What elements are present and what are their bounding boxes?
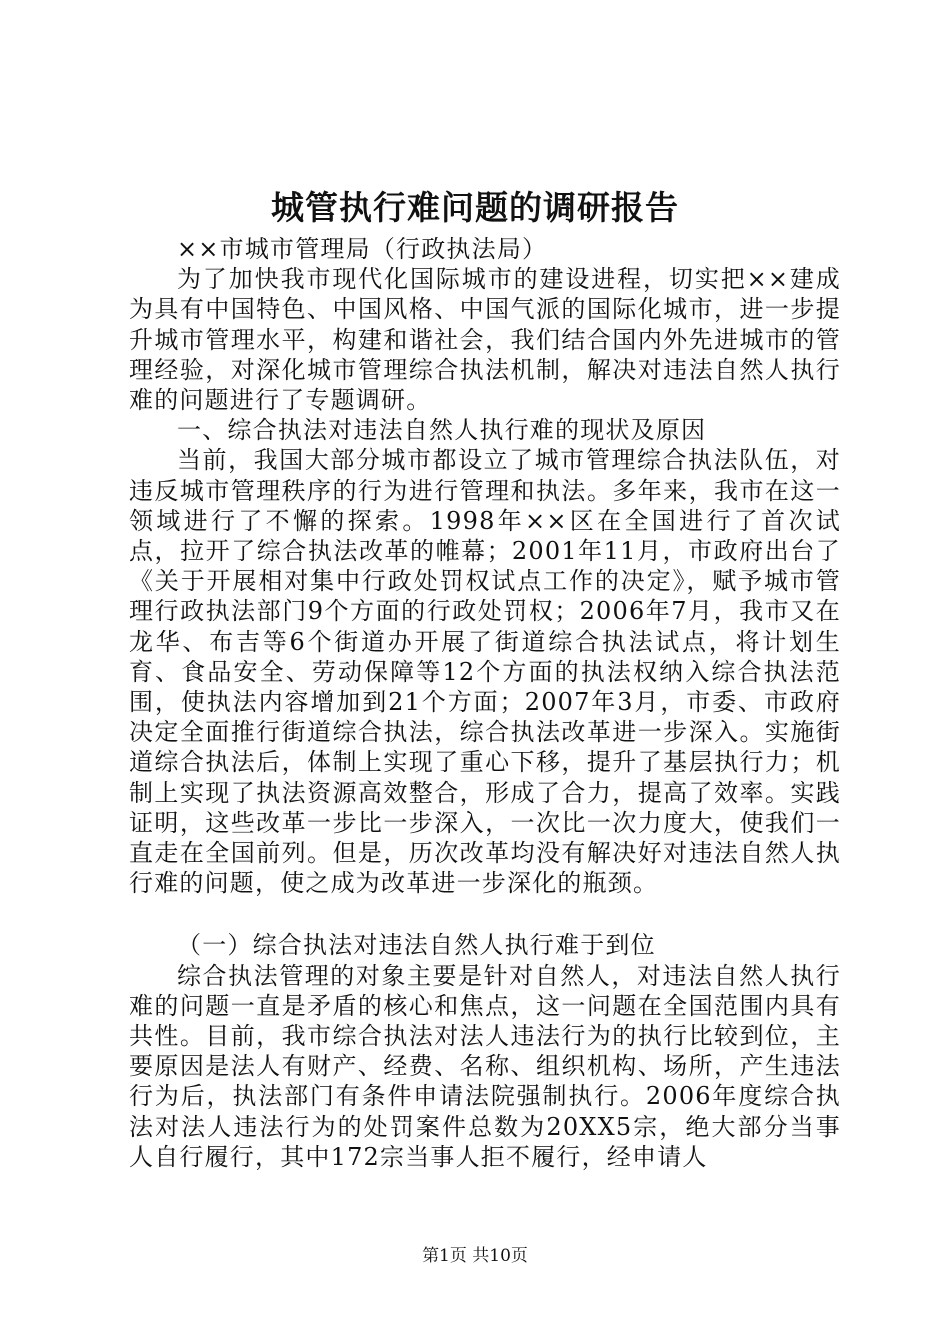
subsection-paragraph: 综合执法管理的对象主要是针对自然人，对违法自然人执行难的问题一直是矛盾的核心和焦点，这一问题在全国范围内具有共性。目前，我市综合执法对法人违法行为的执行比较到位，主要原因是法人有财产、经费、名称、组织机构、场所，产生违法行为后，执法部门有条件申请法院强制执行。2006年度综合执法对法人违法行为的处罚案件总数为20XX5宗，绝大部分当事人自行履行，其中172宗当事人拒不履行，经申请人 (129, 961, 841, 1171)
page-footer: 第1页 共10页 (422, 1246, 528, 1266)
intro-paragraph: 为了加快我市现代化国际城市的建设进程，切实把××建成为具有中国特色、中国风格、中国气派的国际化城市，进一步提升城市管理水平，构建和谐社会，我们结合国内外先进城市的管理经验，对深化城市管理综合执法机制，解决对违法自然人执行难的问题进行了专题调研。 (129, 265, 841, 415)
author-line: ××市城市管理局（行政执法局） (177, 235, 548, 263)
paragraph-gap (129, 898, 841, 930)
subsection-heading: （一）综合执法对违法自然人执行难于到位 (177, 931, 656, 960)
document-title: 城管执行难问题的调研报告 (271, 188, 679, 227)
section-paragraph: 当前，我国大部分城市都设立了城市管理综合执法队伍，对违反城市管理秩序的行为进行管理和执法。多年来，我市在这一领域进行了不懈的探索。1998年××区在全国进行了首次试点，拉开了综合执法改革的帷幕；2001年11月，市政府出台了《关于开展相对集中行政处罚权试点工作的决定》，赋予城市管理行政执法部门9个方面的行政处罚权；2006年7月，我市又在龙华、布吉等6个街道办开展了街道综合执法试点，将计划生育、食品安全、劳动保障等12个方面的执法权纳入综合执法范围，使执法内容增加到21个方面；2007年3月，市委、市政府决定全面推行街道综合执法，综合执法改革进一步深入。实施街道综合执法后，体制上实现了重心下移，提升了基层执行力；机制上实现了执法资源高效整合，形成了合力，提高了效率。实践证明，这些改革一步比一步深入，一次比一次力度大，使我们一直走在全国前列。但是，历次改革均没有解决好对违法自然人执行难的问题，使之成为改革进一步深化的瓶颈。 (129, 446, 841, 898)
section-heading: 一、综合执法对违法自然人执行难的现状及原因 (177, 416, 707, 445)
document-body (129, 234, 841, 1172)
